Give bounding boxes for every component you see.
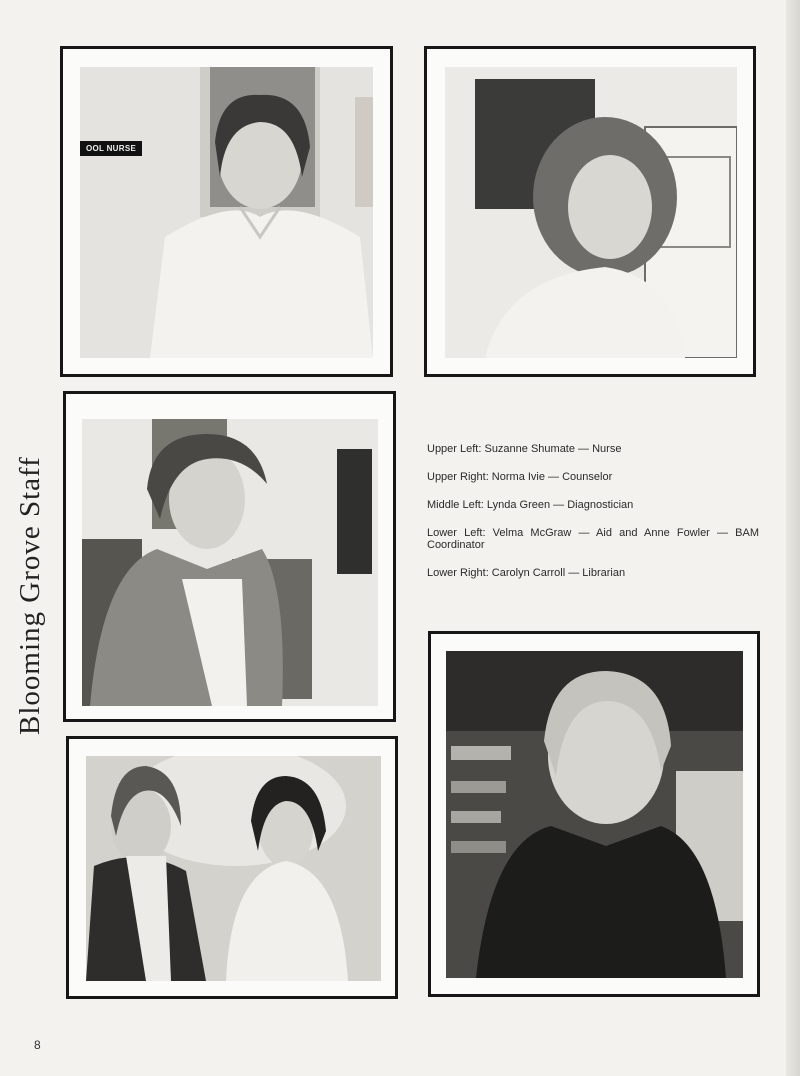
caption-middle-left: Middle Left: Lynda Green — Diagnostician: [427, 499, 634, 511]
page-edge: [786, 0, 800, 1076]
caption-upper-left: Upper Left: Suzanne Shumate — Nurse: [427, 443, 622, 455]
photo-lower-left-image: [86, 756, 381, 981]
caption-upper-right: Upper Right: Norma Ivie — Counselor: [427, 471, 613, 483]
photo-upper-left-image: [80, 67, 373, 358]
photo-upper-right: [424, 46, 756, 377]
door-sign: OOL NURSE: [80, 141, 142, 156]
caption-lower-left: Lower Left: Velma McGraw — Aid and Anne Fowler — BAM Coordinator: [427, 527, 759, 551]
caption-lower-right: Lower Right: Carolyn Carroll — Librarian: [427, 567, 626, 579]
photo-upper-right-image: [445, 67, 737, 358]
page-number: 8: [34, 1038, 41, 1052]
photo-lower-right-image: [446, 651, 743, 978]
caption-block: [427, 443, 759, 595]
photo-upper-left: [60, 46, 393, 377]
section-title: Blooming Grove Staff: [14, 456, 46, 735]
photo-lower-right: [428, 631, 760, 997]
photo-middle-left: [63, 391, 396, 722]
photo-lower-left: [66, 736, 398, 999]
photo-middle-left-image: [82, 419, 378, 706]
